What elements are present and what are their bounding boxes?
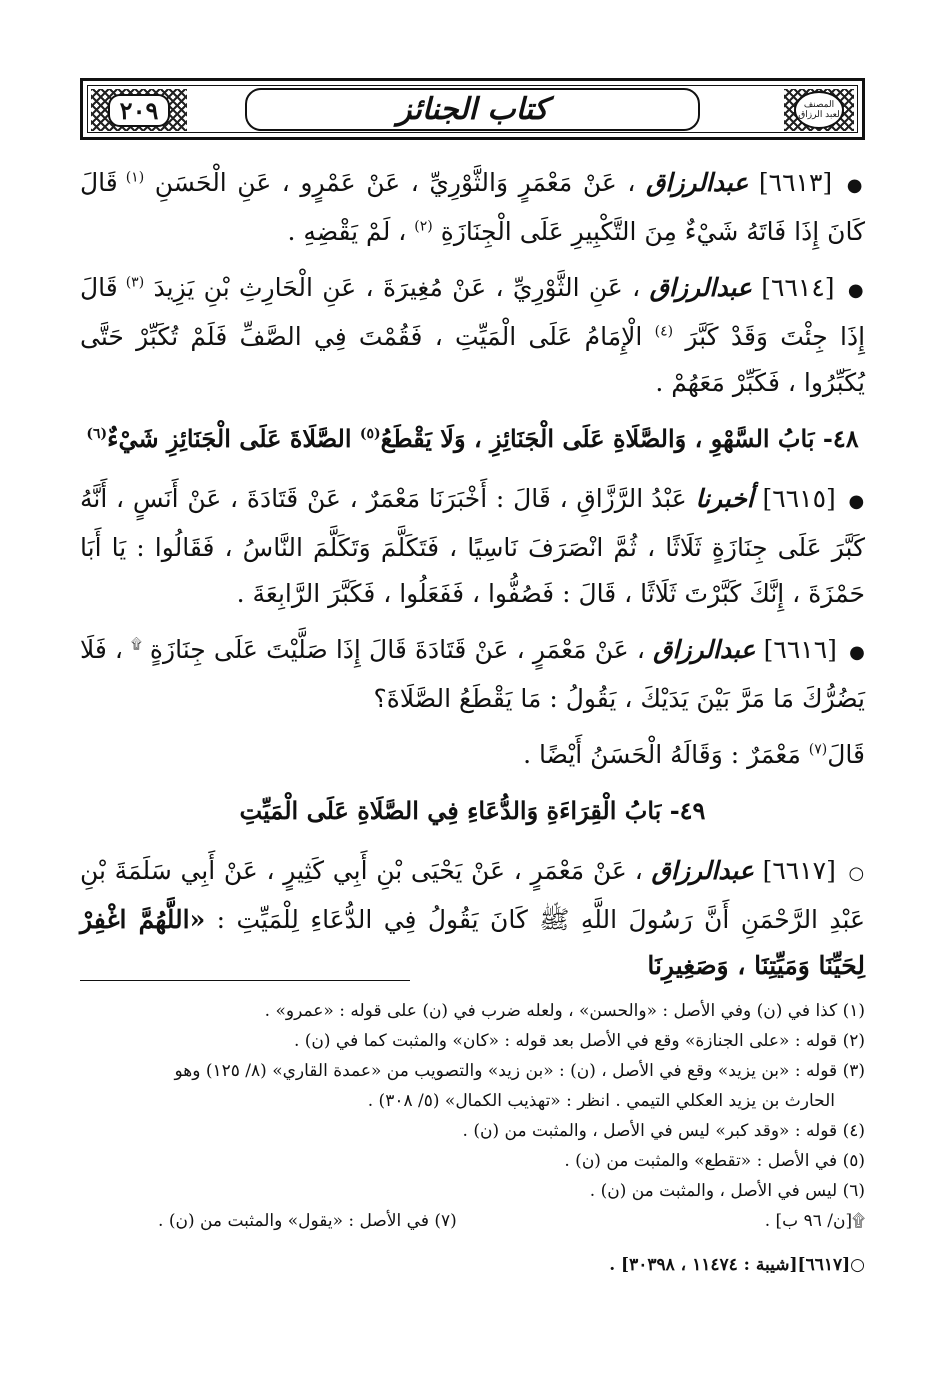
footnote-ref: (١) bbox=[125, 169, 145, 186]
hadith-6615 bbox=[80, 476, 865, 617]
cross-reference: ○[٦٦١٧][شيبة : ١١٤٧٤ ، ٣٠٣٩٨] . bbox=[609, 1255, 865, 1275]
entry-marker: ● bbox=[848, 491, 866, 512]
footnote-ref: (٥) bbox=[359, 426, 381, 442]
entry-number: [٦٦١٤] bbox=[761, 273, 835, 302]
narrator: عبدالرزاق bbox=[645, 168, 749, 197]
folio-marker: ۩ bbox=[131, 636, 142, 653]
entry-text: ، عَنْ مَعْمَرٍ وَالثَّوْرِيِّ ، عَنْ عَمْرٍو ، عَنِ الْحَسَنِ bbox=[154, 168, 636, 197]
narrator: أخبرنا bbox=[695, 484, 754, 513]
footnote-ref: (٢) bbox=[414, 218, 433, 235]
footnote-1: (١) كذا في (ن) وفي الأصل : «والحسن» ، ولعله ضرب في (ن) على قوله : «عمرو» . bbox=[264, 1001, 865, 1021]
entry-text: ، فَلَا يَضُرُّكَ مَا مَرَّ بَيْنَ يَدَيْكَ ، يَقُولُ : مَا يَقْطَعُ الصَّلَاةَ؟ bbox=[80, 635, 865, 713]
entry-text: ، عَنْ مَعْمَرٍ ، عَنْ قَتَادَةَ قَالَ إِذَا صَلَّيْتَ عَلَى جِنَازَةٍ bbox=[149, 635, 645, 664]
hadith-6617 bbox=[80, 848, 865, 989]
entry-text: قَالَ كَانَ إِذَا فَاتَهُ شَيْءٌ مِنَ التَّكْبِيرِ عَلَى الْجِنَازَةِ bbox=[80, 168, 865, 246]
entry-text: الْإِمَامُ عَلَى الْمَيِّتِ ، فَقُمْتَ فِي الصَّفِّ فَلَمْ تُكَبِّرْ حَتَّى يُكَبِّرُوا ، فَكَبِّرْ مَعَهُمْ . bbox=[80, 322, 865, 397]
entry-marker: ● bbox=[847, 280, 865, 301]
narrator: عبدالرزاق bbox=[651, 856, 754, 885]
page-body bbox=[80, 160, 865, 999]
sub-text: قَالَ bbox=[827, 740, 865, 769]
chapter-heading-49 bbox=[80, 788, 865, 834]
footnote-ref: (٦) bbox=[86, 426, 108, 442]
hadith-6614 bbox=[80, 265, 865, 406]
chapter-title: كتاب الجنائز bbox=[245, 88, 700, 131]
chapter-text: ٤٩- بَابُ الْقِرَاءَةِ وَالدُّعَاءِ فِي الصَّلَاةِ عَلَى الْمَيِّتِ bbox=[239, 796, 706, 825]
prophetic-quote: «اللَّهُمَّ اغْفِرْ لِحَيِّنَا وَمَيِّتِنَا ، وَصَغِيرِنَا bbox=[80, 905, 865, 980]
footnotes bbox=[80, 996, 865, 1280]
footnote-ref: (٧) bbox=[808, 741, 828, 758]
footnote-4: (٤) قوله : «وقد كبر» ليس في الأصل ، والمثبت من (ن) . bbox=[462, 1121, 865, 1141]
footnote-3-continued: الحارث بن يزيد العكلي التيمي . انظر : «تهذيب الكمال» (٥/ ٣٠٨) . bbox=[367, 1091, 835, 1111]
entry-marker: ● bbox=[846, 175, 866, 196]
footnote-5: (٥) في الأصل : «تقطع» والمثبت من (ن) . bbox=[564, 1151, 865, 1171]
entry-text: ، عَنِ الثَّوْرِيِّ ، عَنْ مُغِيرَةَ ، عَنِ الْحَارِثِ بْنِ يَزِيدَ bbox=[153, 273, 641, 302]
chapter-heading-48 bbox=[80, 416, 865, 462]
entry-number: [٦٦١٦] bbox=[763, 635, 837, 664]
logo-text: المصنف لعبد الرزاق bbox=[794, 91, 844, 129]
footnote-7: (٧) في الأصل : «يقول» والمثبت من (ن) . bbox=[158, 1211, 457, 1231]
footnote-row bbox=[80, 1206, 865, 1236]
footnote-6: (٦) ليس في الأصل ، والمثبت من (ن) . bbox=[589, 1181, 865, 1201]
chapter-text: الصَّلَاةَ عَلَى الْجَنَائِزِ شَيْءٌ bbox=[107, 424, 352, 453]
footnote-divider bbox=[80, 980, 410, 981]
sub-text: مَعْمَرٌ : وَقَالَهُ الْحَسَنُ أَيْضًا . bbox=[523, 740, 801, 769]
folio-note: ۩[ن/ ٩٦ ب] . bbox=[764, 1211, 865, 1231]
hadith-6616 bbox=[80, 627, 865, 722]
entry-number: [٦٦١٧] bbox=[762, 856, 836, 885]
entry-text: ، عَنْ مَعْمَرٍ ، عَنْ يَحْيَى بْنِ أَبِي كَثِيرٍ ، عَنْ أَبِي سَلَمَةَ بْنِ عَبْدِ الرَّحْمَنِ أَنَّ رَسُولَ اللَّهِ ﷺ كَانَ يَقُولُ فِي الدُّعَاءِ لِلْمَيِّتِ : bbox=[80, 856, 865, 934]
footnote-ref: (٤) bbox=[654, 323, 674, 340]
entry-text: قَالَ إِذَا جِئْتَ وَقَدْ كَبَّرَ bbox=[80, 273, 866, 351]
footnote-2: (٢) قوله : «على الجنازة» وقع في الأصل بعد قوله : «كان» والمثبت كما في (ن) . bbox=[293, 1031, 865, 1051]
entry-text: عَبْدُ الرَّزَّاقِ ، قَالَ : أَخْبَرَنَا مَعْمَرٌ ، عَنْ قَتَادَةَ ، عَنْ أَنَسٍ ، أَنَّهُ كَبَّرَ عَلَى جِنَازَةٍ ثَلَاثًا ، ثُمَّ انْصَرَفَ نَاسِيًا ، فَتَكَلَّمَ وَتَكَلَّمَ النَّاسُ ، فَقَالُوا : يَا أَبَا حَمْزَةَ ، إِنَّكَ كَبَّرْتَ ثَلَاثًا ، قَالَ : فَصُفُّوا ، فَفَعَلُوا ، فَكَبَّرَ الرَّابِعَةَ . bbox=[80, 484, 865, 608]
entry-number: [٦٦١٥] bbox=[762, 484, 836, 513]
entry-marker: ○ bbox=[848, 863, 865, 884]
footnote-3: (٣) قوله : «بن يزيد» وقع في الأصل ، (ن) : «بن زيد» والتصويب من «عمدة القاري» (٨/ ١٢٥) وهو bbox=[174, 1061, 865, 1081]
footnote-ref: (٣) bbox=[125, 274, 145, 291]
hadith-6613 bbox=[80, 160, 865, 255]
narrator: عبدالرزاق bbox=[653, 635, 756, 664]
chapter-text: ٤٨- بَابُ السَّهْوِ ، وَالصَّلَاةِ عَلَى الْجَنَائِزِ ، وَلَا يَقْطَعُ bbox=[380, 424, 859, 453]
page bbox=[80, 78, 865, 1368]
page-header bbox=[80, 78, 865, 140]
page-number: ٢٠٩ bbox=[108, 94, 171, 127]
entry-number: [٦٦١٣] bbox=[758, 168, 833, 197]
book-logo bbox=[784, 89, 854, 131]
entry-marker: ● bbox=[849, 642, 866, 663]
entry-text: ، لَمْ يَقْضِهِ . bbox=[287, 217, 407, 246]
narrator: عبدالرزاق bbox=[649, 273, 752, 302]
hadith-6616-addendum bbox=[80, 732, 865, 778]
page-number-box bbox=[91, 89, 187, 131]
